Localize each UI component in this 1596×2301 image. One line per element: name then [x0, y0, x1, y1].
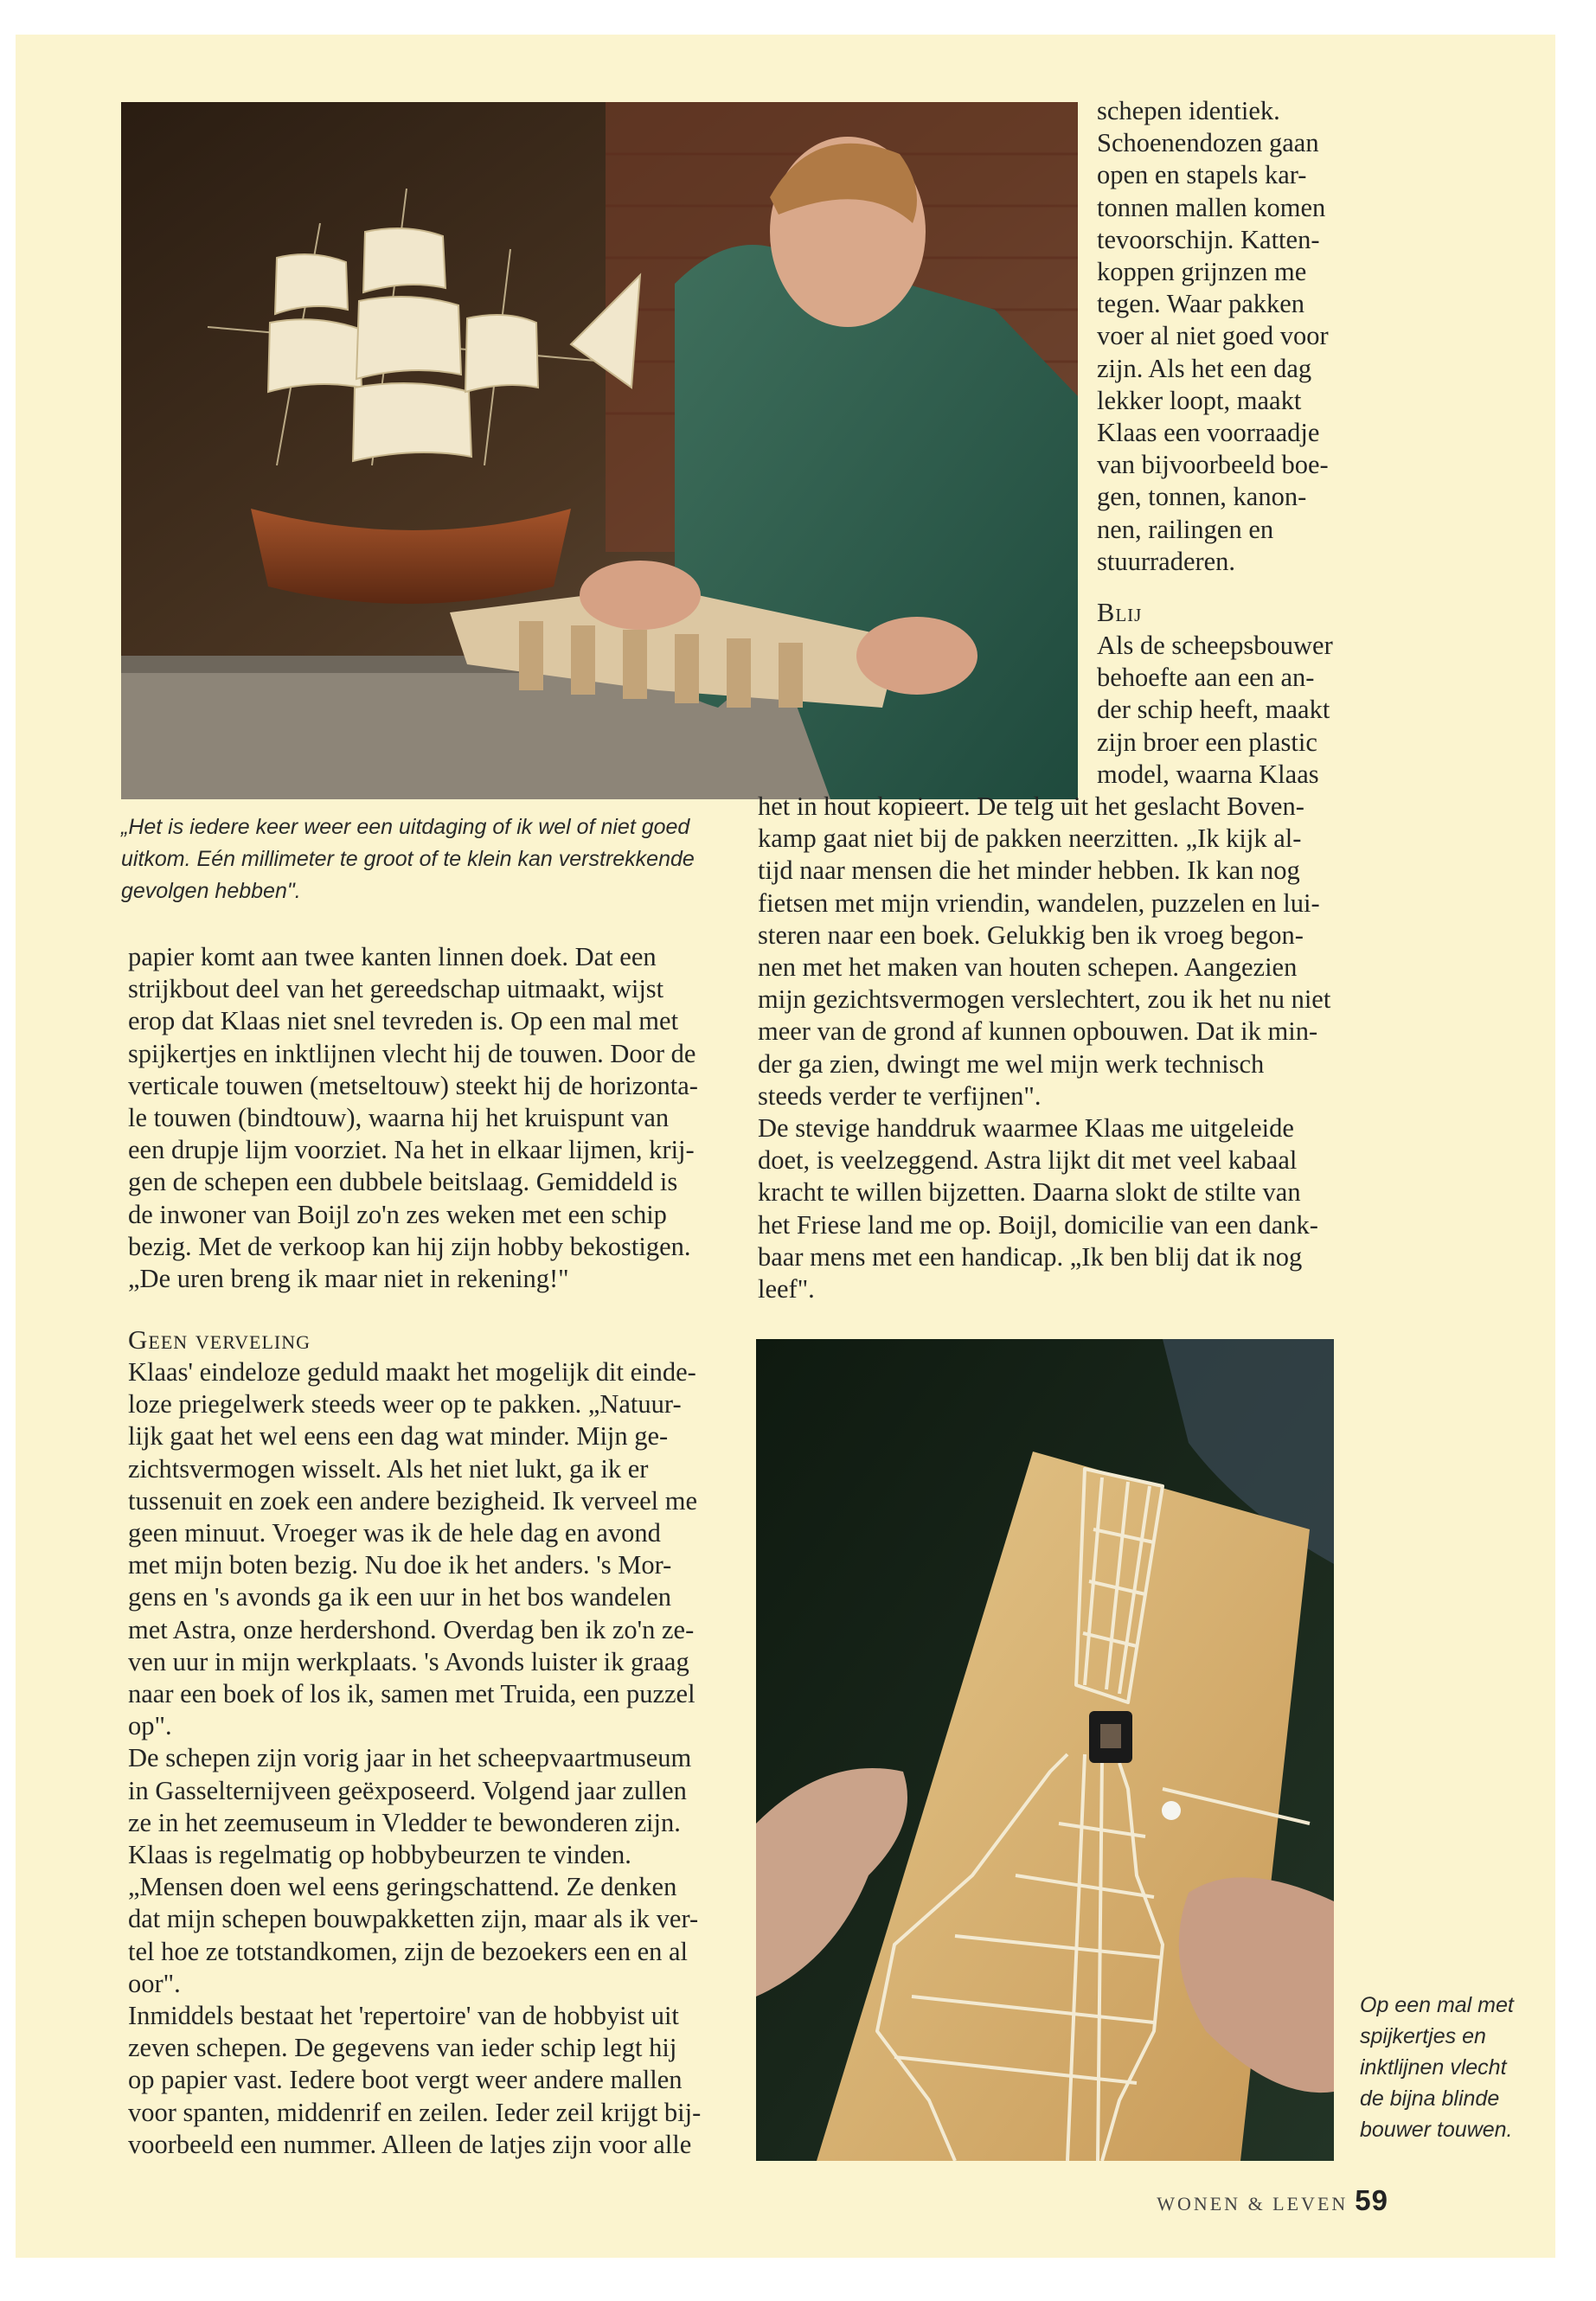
text-line: baar mens met een handicap. „Ik ben blij dat ik nog — [758, 1241, 1303, 1272]
text-line: strijkbout deel van het gereedschap uitmaakt, wijst — [128, 974, 664, 1004]
text-line: het in hout kopieert. De telg uit het geslacht Boven- — [758, 792, 1304, 821]
text-line: voorbeeld een nummer. Alleen de latjes zijn voor alle — [128, 2129, 692, 2159]
text-line: tijd naar mensen die het minder hebben. Ik kan nog — [758, 856, 1300, 886]
caption-photo-2: Op een mal met spijkertjes en inktlijnen vlecht de bijna blinde bouwer touwen. — [1360, 1993, 1514, 2142]
right-column-top — [1097, 95, 1382, 578]
text-line: stuurraderen. — [1097, 546, 1236, 576]
text-line: „Mensen doen wel eens geringschattend. Ze denken — [128, 1872, 677, 1902]
heading-blij: Blij — [1097, 598, 1143, 627]
text-line: zichtsvermogen wisselt. Als het niet lukt, ga ik er — [128, 1453, 649, 1484]
text-line: model, waarna Klaas — [1097, 759, 1319, 789]
text-line: bezig. Met de verkoop kan hij zijn hobby bekostigen. — [128, 1231, 691, 1261]
text-line: open en stapels kar- — [1097, 160, 1307, 190]
text-line: zijn. Als het een dag — [1097, 353, 1312, 383]
magazine-name: WONEN & LEVEN — [1157, 2193, 1349, 2214]
right-column-blij-narrow — [1097, 630, 1382, 791]
photo-rope-mould — [756, 1339, 1334, 2161]
left-column-part-1 — [128, 941, 716, 1295]
text-line: Inmiddels bestaat het 'repertoire' van de hobbyist uit — [128, 2001, 679, 2031]
text-line: oor". — [128, 1968, 181, 1998]
text-line: lijk gaat het wel eens een dag wat minder. Mijn ge- — [128, 1421, 669, 1452]
text-line: verticale touwen (metseltouw) steekt hij de horizonta- — [128, 1070, 698, 1100]
text-line: schepen identiek. — [1097, 96, 1280, 125]
text-line: De schepen zijn vorig jaar in het scheepvaartmuseum — [128, 1743, 692, 1773]
text-line: ven uur in mijn werkplaats. 's Avonds luister ik graag — [128, 1646, 689, 1676]
text-line: gens en 's avonds ga ik een uur in het bos wandelen — [128, 1582, 672, 1612]
text-line: leef". — [758, 1274, 815, 1304]
photo-ship-builder — [121, 102, 1078, 799]
text-line: op papier vast. Iedere boot vergt weer andere mallen — [128, 2065, 683, 2095]
text-line: van bijvoorbeeld boe- — [1097, 450, 1329, 480]
text-line: de inwoner van Boijl zo'n zes weken met een schip — [128, 1199, 667, 1229]
text-line: le touwen (bindtouw), waarna hij het kruispunt van — [128, 1103, 670, 1133]
text-line: Schoenendozen gaan — [1097, 128, 1319, 158]
text-line: lekker loopt, maakt — [1097, 385, 1302, 415]
text-line: tonnen mallen komen — [1097, 192, 1326, 222]
text-line: in Gasselternijveen geëxposeerd. Volgend jaar zullen — [128, 1775, 687, 1805]
text-line: het Friese land me op. Boijl, domicilie van een dank- — [758, 1209, 1318, 1240]
text-line: Als de scheepsbouwer — [1097, 631, 1333, 660]
text-line: loze priegelwerk steeds weer op te pakken. „Natuur- — [128, 1389, 682, 1420]
text-line: Klaas is regelmatig op hobbybeurzen te vinden. — [128, 1840, 631, 1870]
page-footer — [1157, 2184, 1388, 2217]
caption-photo-1: „Het is iedere keer weer een uitdaging of ik wel of niet goed uitkom. Eén millimeter te groot of te klein kan verstrekkende gevolgen hebben". — [121, 815, 695, 903]
text-line: kamp gaat niet bij de pakken neerzitten. „Ik kijk al- — [758, 824, 1302, 854]
heading-geen-verveling: Geen verveling — [128, 1324, 311, 1355]
text-line: erop dat Klaas niet snel tevreden is. Op een mal met — [128, 1006, 679, 1036]
text-line: meer van de grond af kunnen opbouwen. Dat ik min- — [758, 1016, 1318, 1047]
right-column-blij-wide — [758, 791, 1381, 1305]
text-line: steren naar een boek. Gelukkig ben ik vroeg begon- — [758, 920, 1304, 950]
text-line: tussenuit en zoek een andere bezigheid. Ik verveel me — [128, 1485, 697, 1516]
text-line: op". — [128, 1711, 172, 1741]
text-line: tel hoe ze totstandkomen, zijn de bezoekers een en al — [128, 1936, 689, 1966]
text-line: De stevige handdruk waarmee Klaas me uitgeleide — [758, 1113, 1294, 1144]
text-line: steeds verder te verfijnen". — [758, 1080, 1042, 1111]
text-line: voer al niet goed voor — [1097, 321, 1329, 351]
text-line: behoefte aan een an- — [1097, 663, 1315, 693]
text-line: een drupje lijm voorziet. Na het in elkaar lijmen, krij- — [128, 1135, 695, 1165]
text-line: zeven schepen. De gegevens van ieder schip legt hij — [128, 2033, 677, 2063]
text-line: fietsen met mijn vriendin, wandelen, puzzelen en lui- — [758, 888, 1320, 918]
left-column-part-2 — [128, 1356, 716, 2161]
text-line: voor spanten, middenrif en zeilen. Ieder zeil krijgt bij- — [128, 2097, 702, 2127]
text-line: koppen grijnzen me — [1097, 257, 1307, 287]
text-line: „De uren breng ik maar niet in rekening!" — [128, 1264, 569, 1294]
text-line: gen de schepen een dubbele beitslaag. Gemiddeld is — [128, 1167, 678, 1197]
text-line: der ga zien, dwingt me wel mijn werk technisch — [758, 1048, 1265, 1079]
ship-builder-illustration — [121, 102, 1078, 799]
page-number: 59 — [1355, 2184, 1388, 2216]
text-line: kracht te willen bijzetten. Daarna slokt de stilte van — [758, 1177, 1301, 1208]
text-line: nen, railingen en — [1097, 514, 1274, 544]
text-line: geen minuut. Vroeger was ik de hele dag en avond — [128, 1518, 661, 1548]
text-line: spijkertjes en inktlijnen vlecht hij de touwen. Door de — [128, 1038, 696, 1068]
rope-mould-illustration — [756, 1339, 1334, 2161]
text-line: zijn broer een plastic — [1097, 727, 1317, 757]
text-line: naar een boek of los ik, samen met Truida, een puzzel — [128, 1679, 695, 1709]
text-line: papier komt aan twee kanten linnen doek. Dat een — [128, 942, 657, 971]
text-line: ze in het zeemuseum in Vledder te bewonderen zijn. — [128, 1807, 681, 1837]
text-line: doet, is veelzeggend. Astra lijkt dit met veel kabaal — [758, 1145, 1298, 1176]
text-line: der schip heeft, maakt — [1097, 695, 1330, 725]
text-line: Klaas een voorraadje — [1097, 418, 1320, 448]
text-line: met Astra, onze herdershond. Overdag ben ik zo'n ze- — [128, 1614, 695, 1644]
text-line: dat mijn schepen bouwpakketten zijn, maar als ik ver- — [128, 1904, 699, 1934]
text-line: gen, tonnen, kanon- — [1097, 482, 1307, 512]
text-line: Klaas' eindeloze geduld maakt het mogelijk dit einde- — [128, 1357, 696, 1387]
text-line: mijn gezichtsvermogen verslechtert, zou ik het nu niet — [758, 984, 1331, 1015]
text-line: nen met het maken van houten schepen. Aangezien — [758, 952, 1298, 983]
text-line: tegen. Waar pakken — [1097, 289, 1305, 319]
text-line: tevoorschijn. Katten- — [1097, 224, 1320, 254]
text-line: met mijn boten bezig. Nu doe ik het anders. 's Mor- — [128, 1550, 672, 1580]
